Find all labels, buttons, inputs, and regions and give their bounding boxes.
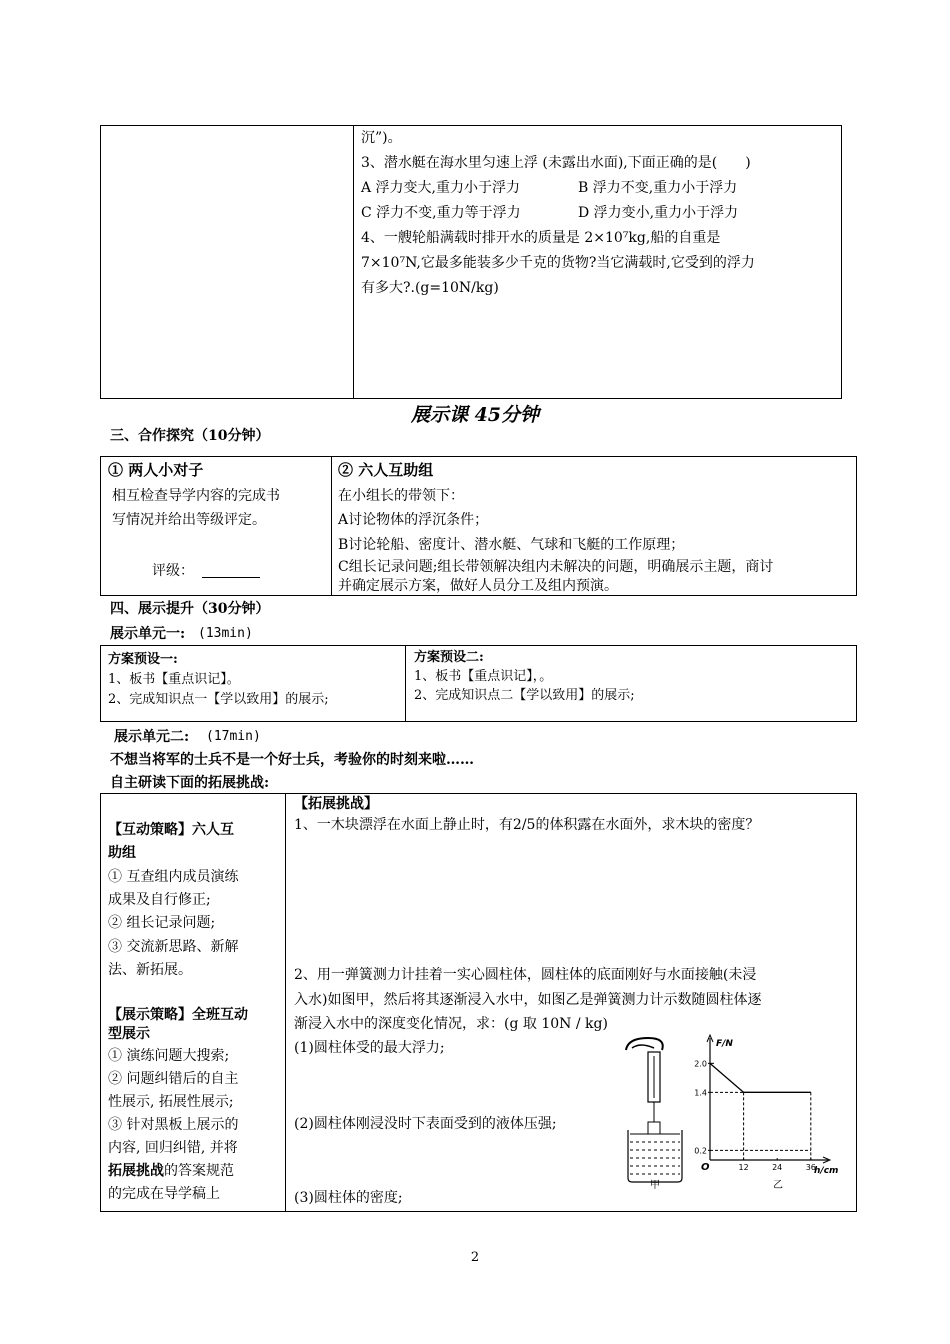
origin-label: O — [701, 1162, 710, 1173]
question-4-line3: 有多大?.(g=10N/kg) — [361, 280, 499, 296]
unit2-label: 展示单元二: — [114, 729, 190, 745]
group-line4: C组长记录问题;组长带领解决组内未解决的问题，明确展示主题，商讨 — [338, 559, 774, 575]
strategy1-line3: ② 组长记录问题; — [108, 915, 216, 931]
strategy2-title-a: 【展示策略】全班互动 — [108, 1007, 248, 1023]
strategy2-line5: 内容, 回归纠错, 并将 — [108, 1140, 238, 1156]
y-tick-label: 1.4 — [694, 1088, 707, 1098]
label-yi: 乙 — [773, 1180, 783, 1190]
unit1-label: 展示单元一: — [110, 626, 186, 642]
pair-title: ① 两人小对子 — [108, 461, 204, 479]
unit2-time: (17min) — [206, 729, 261, 744]
pair-line1: 相互检查导学内容的完成书 — [112, 488, 280, 504]
x-axis-label: h/cm — [814, 1166, 839, 1176]
planA-title: 方案预设一: — [108, 652, 178, 667]
question-3: 3、潜水艇在海水里匀速上浮 (未露出水面),下面正确的是( ) — [361, 155, 751, 171]
label-jia: 甲 — [650, 1180, 660, 1190]
strategy1-line4: ③ 交流新思路、新解 — [108, 939, 239, 955]
strategy2-line3: 性展示, 拓展性展示; — [108, 1094, 234, 1110]
series-line — [710, 1063, 811, 1092]
section3-divider — [331, 456, 332, 596]
strategy1-line1: ① 互查组内成员演练 — [108, 869, 239, 885]
planB-title: 方案预设二: — [414, 650, 484, 665]
challenge-divider — [285, 793, 286, 1212]
challenge-2-part2: (2)圆柱体刚浸没时下表面受到的液体压强; — [294, 1116, 557, 1132]
page-heading: 展示课 45分钟 — [410, 404, 540, 426]
strategy2-line7: 的完成在导学稿上 — [108, 1186, 220, 1202]
section3-title: 三、合作探究（10分钟） — [110, 428, 270, 444]
planB-line1: 1、板书【重点识记】，。 — [414, 669, 553, 684]
group-line3: B讨论轮船、密度计、潜水艇、气球和飞艇的工作原理； — [338, 537, 685, 553]
group-line2: A讨论物体的浮沉条件； — [338, 512, 489, 528]
challenge-2-part1: (1)圆柱体受的最大浮力; — [294, 1040, 445, 1056]
top-l1: 沉”)。 — [361, 130, 402, 146]
strategy2-title-b: 型展示 — [108, 1026, 150, 1042]
apparatus-drawing — [626, 1038, 682, 1182]
experiment-figure — [618, 1030, 840, 1190]
top-table-divider — [353, 125, 354, 399]
strategy2-line2: ② 问题纠错后的自主 — [108, 1071, 239, 1087]
strategy1-line5: 法、新拓展。 — [108, 962, 192, 978]
challenge-2-line1: 2、用一弹簧测力计挂着一实心圆柱体，圆柱体的底面刚好与水面接触(未浸 — [294, 967, 757, 983]
page-number: 2 — [470, 1250, 480, 1265]
planA-line2: 2、完成知识点一【学以致用】的展示; — [108, 692, 329, 707]
x-tick-label: 36 — [805, 1163, 816, 1172]
grade-label: 评级： — [152, 563, 194, 579]
y-tick-label: 0.2 — [694, 1146, 707, 1156]
grade-blank[interactable] — [202, 577, 260, 578]
q3-option-b: B 浮力不变,重力小于浮力 — [578, 180, 738, 196]
q3-option-c: C 浮力不变,重力等于浮力 — [361, 205, 521, 221]
slogan: 不想当将军的士兵不是一个好士兵，考验你的时刻来啦…… — [110, 752, 474, 768]
strategy2-line4: ③ 针对黑板上展示的 — [108, 1117, 239, 1133]
challenge-keyword: 拓展挑战 — [108, 1163, 164, 1179]
section4-title: 四、展示提升（30分钟） — [110, 601, 270, 617]
question-4-line2: 7×10⁷N,它最多能装多少千克的货物?当它满载时,它受到的浮力 — [361, 255, 755, 271]
unit1-time: (13min) — [198, 626, 253, 641]
y-axis-label: F/N — [716, 1039, 733, 1049]
challenge-2-line2: 入水)如图甲，然后将其逐渐浸入水中，如图乙是弹簧测力计示数随圆柱体逐 — [294, 992, 762, 1008]
question-4-line1: 4、一艘轮船满载时排开水的质量是 2×10⁷kg,船的自重是 — [361, 230, 721, 246]
group-line5: 并确定展示方案，做好人员分工及组内预演。 — [338, 578, 618, 594]
strategy2-line6-rest: 的答案规范 — [164, 1163, 234, 1179]
strategy1-title-a: 【互动策略】六人互 — [108, 822, 234, 838]
q3-option-a: A 浮力变大,重力小于浮力 — [361, 180, 521, 196]
group-line1: 在小组长的带领下： — [338, 488, 464, 504]
challenge-title: 【拓展挑战】 — [294, 796, 378, 812]
y-tick-label: 2.0 — [694, 1059, 707, 1069]
challenge-2-line3: 渐浸入水中的深度变化情况，求：(g 取 10N / kg) — [294, 1016, 608, 1032]
x-tick-label: 12 — [738, 1163, 749, 1172]
strategy1-title-b: 助组 — [108, 845, 136, 861]
pair-line2: 写情况并给出等级评定。 — [112, 512, 266, 528]
strategy2-line1: ① 演练问题大搜索; — [108, 1048, 230, 1064]
group-title: ② 六人互助组 — [338, 461, 434, 479]
q3-option-d: D 浮力变小,重力小于浮力 — [578, 205, 739, 221]
planA-line1: 1、板书【重点识记】。 — [108, 672, 240, 687]
x-tick-label: 24 — [772, 1163, 783, 1172]
strategy2-line6 — [108, 1161, 234, 1181]
strategy1-line2: 成果及自行修正; — [108, 892, 211, 908]
challenge-1: 1、一木块漂浮在水面上静止时，有2/5的体积露在水面外，求木块的密度？ — [294, 817, 760, 833]
planB-line2: 2、完成知识点二【学以致用】的展示; — [414, 688, 635, 703]
force-depth-chart — [694, 1035, 838, 1176]
challenge-2-part3: (3)圆柱体的密度; — [294, 1190, 403, 1206]
plan-divider — [405, 645, 406, 722]
challenge-intro: 自主研读下面的拓展挑战: — [110, 775, 270, 791]
